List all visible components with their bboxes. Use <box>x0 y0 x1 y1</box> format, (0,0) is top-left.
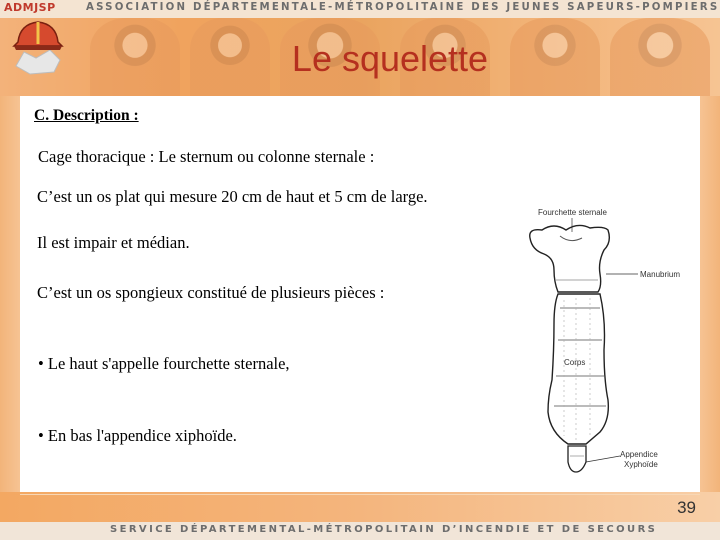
label-corps: Corps <box>564 358 586 367</box>
service-name: SERVICE DÉPARTEMENTAL-MÉTROPOLITAIN D’INCENDIE ET DE SECOURS <box>110 524 658 535</box>
label-manubrium: Manubrium <box>640 270 681 279</box>
label-xyphoide: Xyphoïde <box>624 460 658 469</box>
subheading: Cage thoracique : Le sternum ou colonne sternale : <box>38 147 375 166</box>
right-border <box>700 96 720 496</box>
paragraph: C’est un os plat qui mesure 20 cm de haut et 5 cm de large. <box>37 187 428 206</box>
footer-band <box>0 492 720 522</box>
page-title: Le squelette <box>291 38 489 79</box>
section-heading: C. Description : <box>34 107 139 124</box>
bullet-item: • Le haut s'appelle fourchette sternale, <box>38 354 290 373</box>
paragraph: Il est impair et médian. <box>37 233 190 252</box>
sternum-illustration <box>520 200 700 480</box>
bullet-item: • En bas l'appendice xiphoïde. <box>38 426 237 445</box>
organization-name: ASSOCIATION DÉPARTEMENTALE-MÉTROPOLITAINE DES JEUNES SAPEURS-POMPIERS <box>86 2 720 13</box>
label-fourchette: Fourchette sternale <box>538 208 607 217</box>
logo-text: ADMJSP <box>4 1 56 14</box>
paragraph: C’est un os spongieux constitué de plusieurs pièces : <box>37 283 385 302</box>
page-number: 39 <box>677 498 696 517</box>
label-appendice: Appendice <box>620 450 658 459</box>
left-border <box>0 96 20 496</box>
sternum-diagram <box>520 200 700 480</box>
